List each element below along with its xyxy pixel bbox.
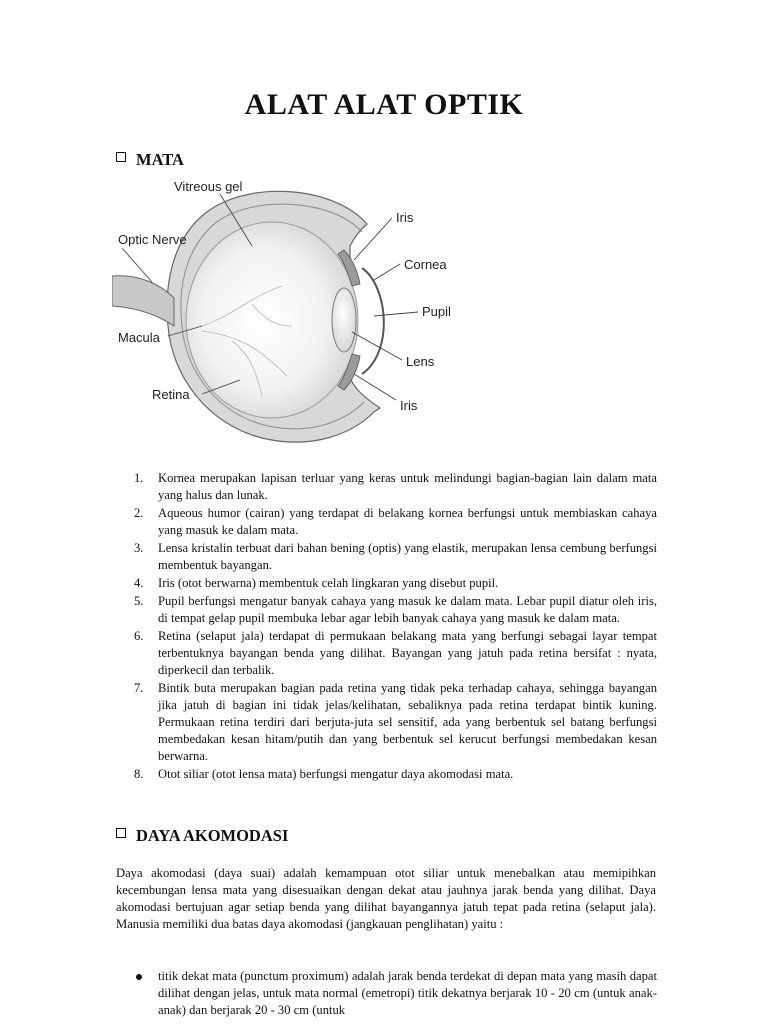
section-heading-daya-akomodasi-text: DAYA AKOMODASI (136, 826, 289, 845)
list-item (112, 680, 657, 765)
label-iris-bottom: Iris (400, 398, 418, 413)
section-heading-mata (116, 150, 184, 170)
list-item-text: Aqueous humor (cairan) yang terdapat di belakang kornea berfungsi untuk membiaskan cahaya yang masuk ke dalam mata. (158, 506, 657, 537)
square-bullet-icon (116, 828, 126, 838)
list-item-number: 1. (134, 471, 144, 485)
lens-shape (332, 288, 356, 352)
list-item-number: 8. (134, 767, 144, 781)
list-item-number: 4. (134, 576, 144, 590)
eye-anatomy-diagram (112, 176, 468, 454)
list-item-text: Otot siliar (otot lensa mata) berfungsi mengatur daya akomodasi mata. (158, 767, 514, 781)
list-item-number: 6. (134, 629, 144, 643)
square-bullet-icon (116, 152, 126, 162)
list-item-number: 3. (134, 541, 144, 555)
list-item (112, 766, 657, 783)
list-item-text: Retina (selaput jala) terdapat di permukaan belakang mata yang berfungi sebagai layar tempat terbentuknya bayangan benda yang dilihat. Bayangan yang jatuh pada retina bersifat : nyata, diperkecil dan terbalik. (158, 629, 657, 677)
label-lens: Lens (406, 354, 435, 369)
optic-nerve-shape (112, 276, 174, 326)
list-item (112, 628, 657, 679)
label-pupil: Pupil (422, 304, 451, 319)
eye-parts-list (112, 470, 657, 784)
list-item (112, 540, 657, 574)
label-iris-top: Iris (396, 210, 414, 225)
list-item (112, 593, 657, 627)
label-cornea: Cornea (404, 257, 447, 272)
list-item-number: 5. (134, 594, 144, 608)
list-item-number: 7. (134, 681, 144, 695)
list-item (112, 470, 657, 504)
list-item-text: Pupil berfungsi mengatur banyak cahaya yang masuk ke dalam mata. Lebar pupil diatur oleh iris, di tempat gelap pupil membuka lebar agar lebih banyak cahaya yang masuk ke dalam mata. (158, 594, 657, 625)
section-heading-mata-text: MATA (136, 150, 184, 169)
list-item-text: Bintik buta merupakan bagian pada retina yang tidak peka terhadap cahaya, sehingga bayangan jika jatuh di bagian ini tidak jelas/kelihatan, sebaliknya pada retina terdapat bintik kuning. Permukaan retina terdiri dari berjuta-juta sel sensitif, ada yang berbentuk sel batang berfungsi membedakan kesan hitam/putih dan yang berbentuk sel kerucut berfungsi membedakan kesan berwarna. (158, 681, 657, 763)
list-item-text: Lensa kristalin terbuat dari bahan bening (optis) yang elastik, merupakan lensa cembung berfungsi membentuk bayangan. (158, 541, 657, 572)
leader-line-pupil (374, 312, 418, 316)
label-optic-nerve: Optic Nerve (118, 232, 187, 247)
label-macula: Macula (118, 330, 160, 345)
label-vitreous-gel: Vitreous gel (174, 179, 243, 194)
list-item-text: Iris (otot berwarna) membentuk celah lingkaran yang disebut pupil. (158, 576, 499, 590)
leader-line-cornea (374, 264, 400, 280)
bullet-item-text: titik dekat mata (punctum proximum) adalah jarak benda terdekat di depan mata yang masih dapat dilihat dengan jelas, untuk mata normal (emetropi) titik dekatnya berjarak 10 - 20 cm (untuk anak-anak) dan berjarak 20 - 30 cm (untuk (158, 969, 657, 1017)
cornea-shape (362, 268, 384, 374)
list-item (112, 575, 657, 592)
bullet-dot-icon (136, 974, 142, 980)
list-item-number: 2. (134, 506, 144, 520)
list-item-text: Kornea merupakan lapisan terluar yang keras untuk melindungi bagian-bagian lain dalam mata yang halus dan lunak. (158, 471, 657, 502)
akomodasi-bullet-list (112, 968, 657, 1019)
list-item (112, 968, 657, 1019)
list-item (112, 505, 657, 539)
label-retina: Retina (152, 387, 190, 402)
daya-akomodasi-paragraph: Daya akomodasi (daya suai) adalah kemampuan otot siliar untuk menebalkan atau memipihkan kecembungan lensa mata yang disesuaikan dengan dekat atau jauhnya jarak benda yang dilihat. Daya akomodasi bertujuan agar setiap benda yang dilihat bayangannya jatuh tepat pada retina (selaput jala). Manusia memiliki dua batas daya akomodasi (jangkauan penglihatan) yaitu : (116, 866, 656, 931)
page-title: ALAT ALAT OPTIK (244, 88, 524, 121)
section-heading-daya-akomodasi (116, 826, 288, 846)
